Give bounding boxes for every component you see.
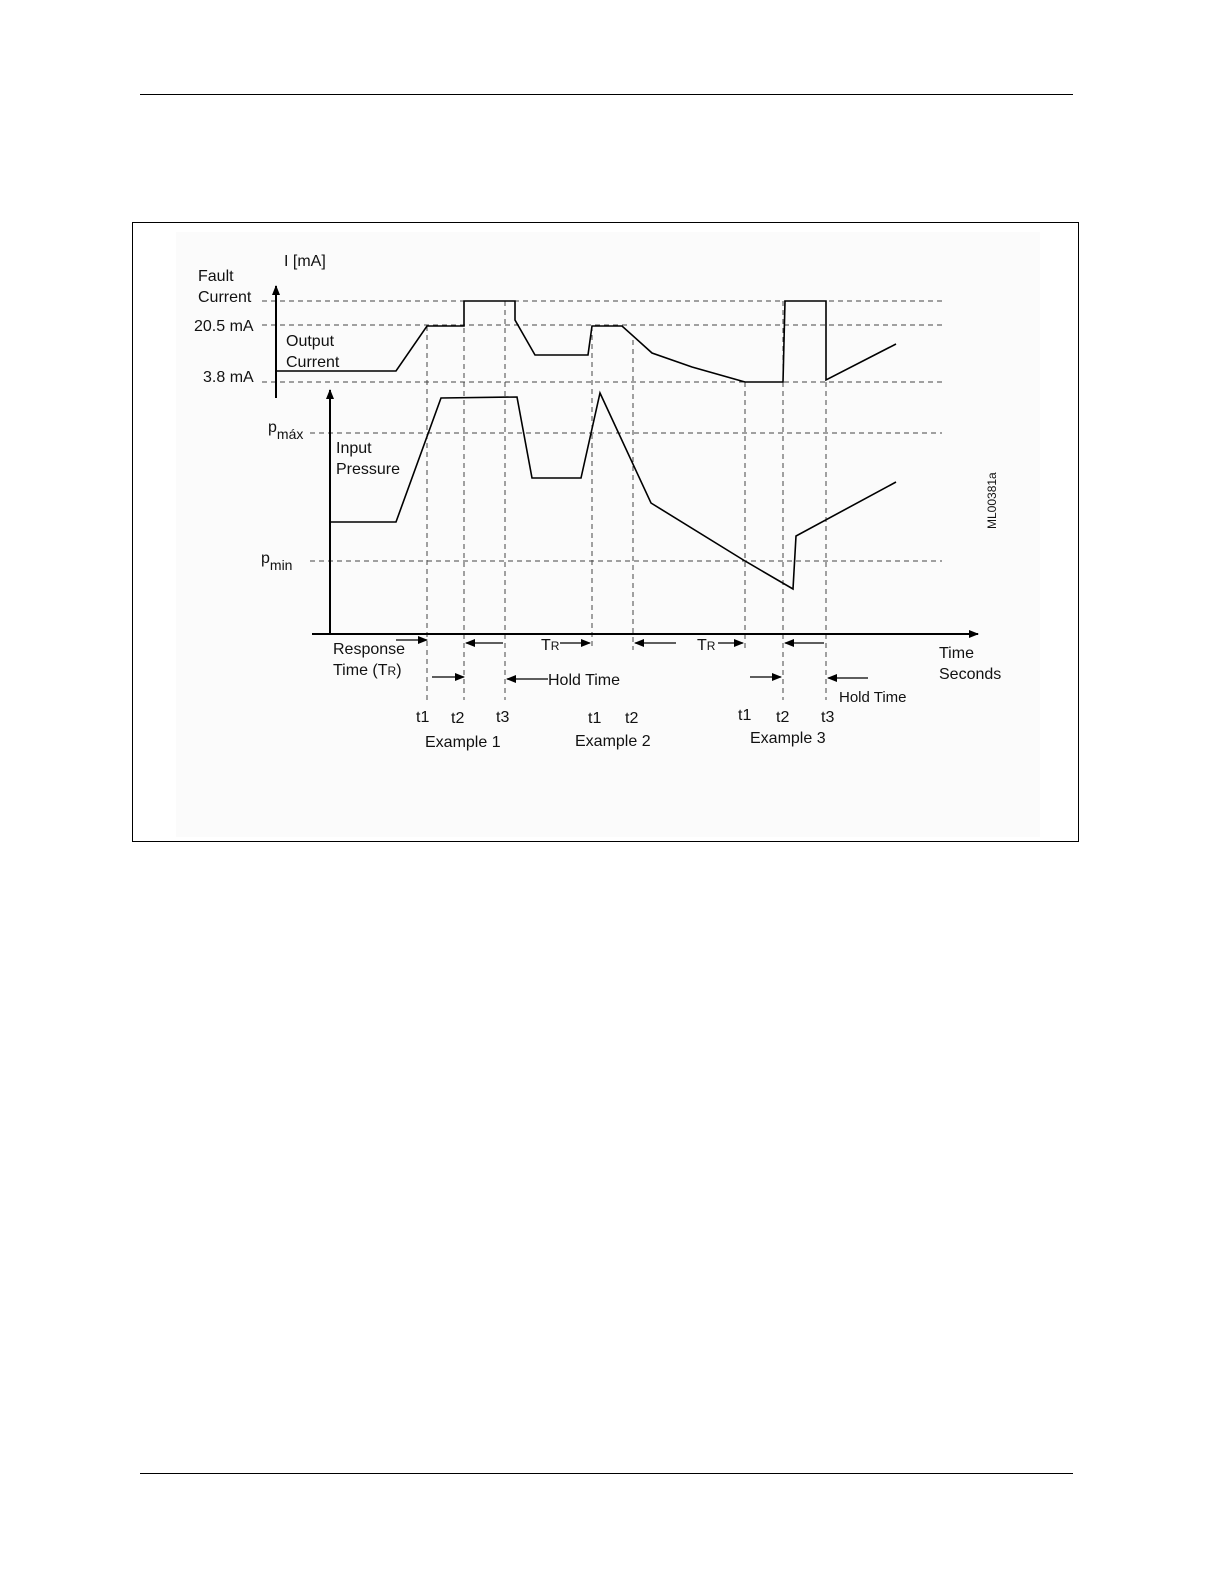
vertical-time-markers	[427, 301, 826, 700]
p-min-label: pmin	[261, 550, 293, 573]
input-pressure-trace	[330, 393, 896, 589]
response-time-label-line2: Time (TR)	[333, 662, 402, 679]
high-current-level-label: 20.5 mA	[194, 318, 254, 335]
ex3-tr-label: TR	[697, 637, 716, 654]
ex1-t1-label: t1	[416, 709, 430, 726]
output-current-trace	[276, 301, 896, 382]
ex3-t1-label: t1	[738, 707, 752, 724]
output-current-label-line2: Current	[286, 354, 340, 371]
footer-rule	[140, 1473, 1073, 1474]
ex2-t1-label: t1	[588, 710, 602, 727]
low-current-level-label: 3.8 mA	[203, 369, 254, 386]
time-axis-label-line2: Seconds	[939, 666, 1002, 683]
ex3-t3-label: t3	[821, 709, 835, 726]
ex3-t2-label: t2	[776, 709, 790, 726]
ex3-hold-time-label: Hold Time	[839, 689, 907, 706]
fault-current-label-line1: Fault	[198, 268, 234, 285]
figure-id-label: ML00381a	[985, 472, 999, 529]
ex2-tr-label: TR	[541, 637, 560, 654]
input-pressure-label-line1: Input	[336, 440, 372, 457]
output-current-label-line1: Output	[286, 333, 335, 350]
ex2-t2-label: t2	[625, 710, 639, 727]
response-time-label-line1: Response	[333, 641, 406, 658]
example1-label: Example 1	[425, 734, 501, 751]
example2-label: Example 2	[575, 733, 651, 750]
ex1-t3-label: t3	[496, 709, 510, 726]
example3-label: Example 3	[750, 730, 826, 747]
ex1-hold-time-label: Hold Time	[548, 672, 621, 689]
time-axis-label-line1: Time	[939, 645, 974, 662]
ex1-t2-label: t2	[451, 710, 465, 727]
input-pressure-label-line2: Pressure	[336, 461, 401, 478]
p-max-label: pmáx	[268, 419, 304, 442]
diagram-labels	[194, 253, 1001, 751]
timing-arrows	[396, 640, 868, 679]
current-axis-label: I [mA]	[284, 253, 326, 270]
fault-current-label-line2: Current	[198, 289, 252, 306]
